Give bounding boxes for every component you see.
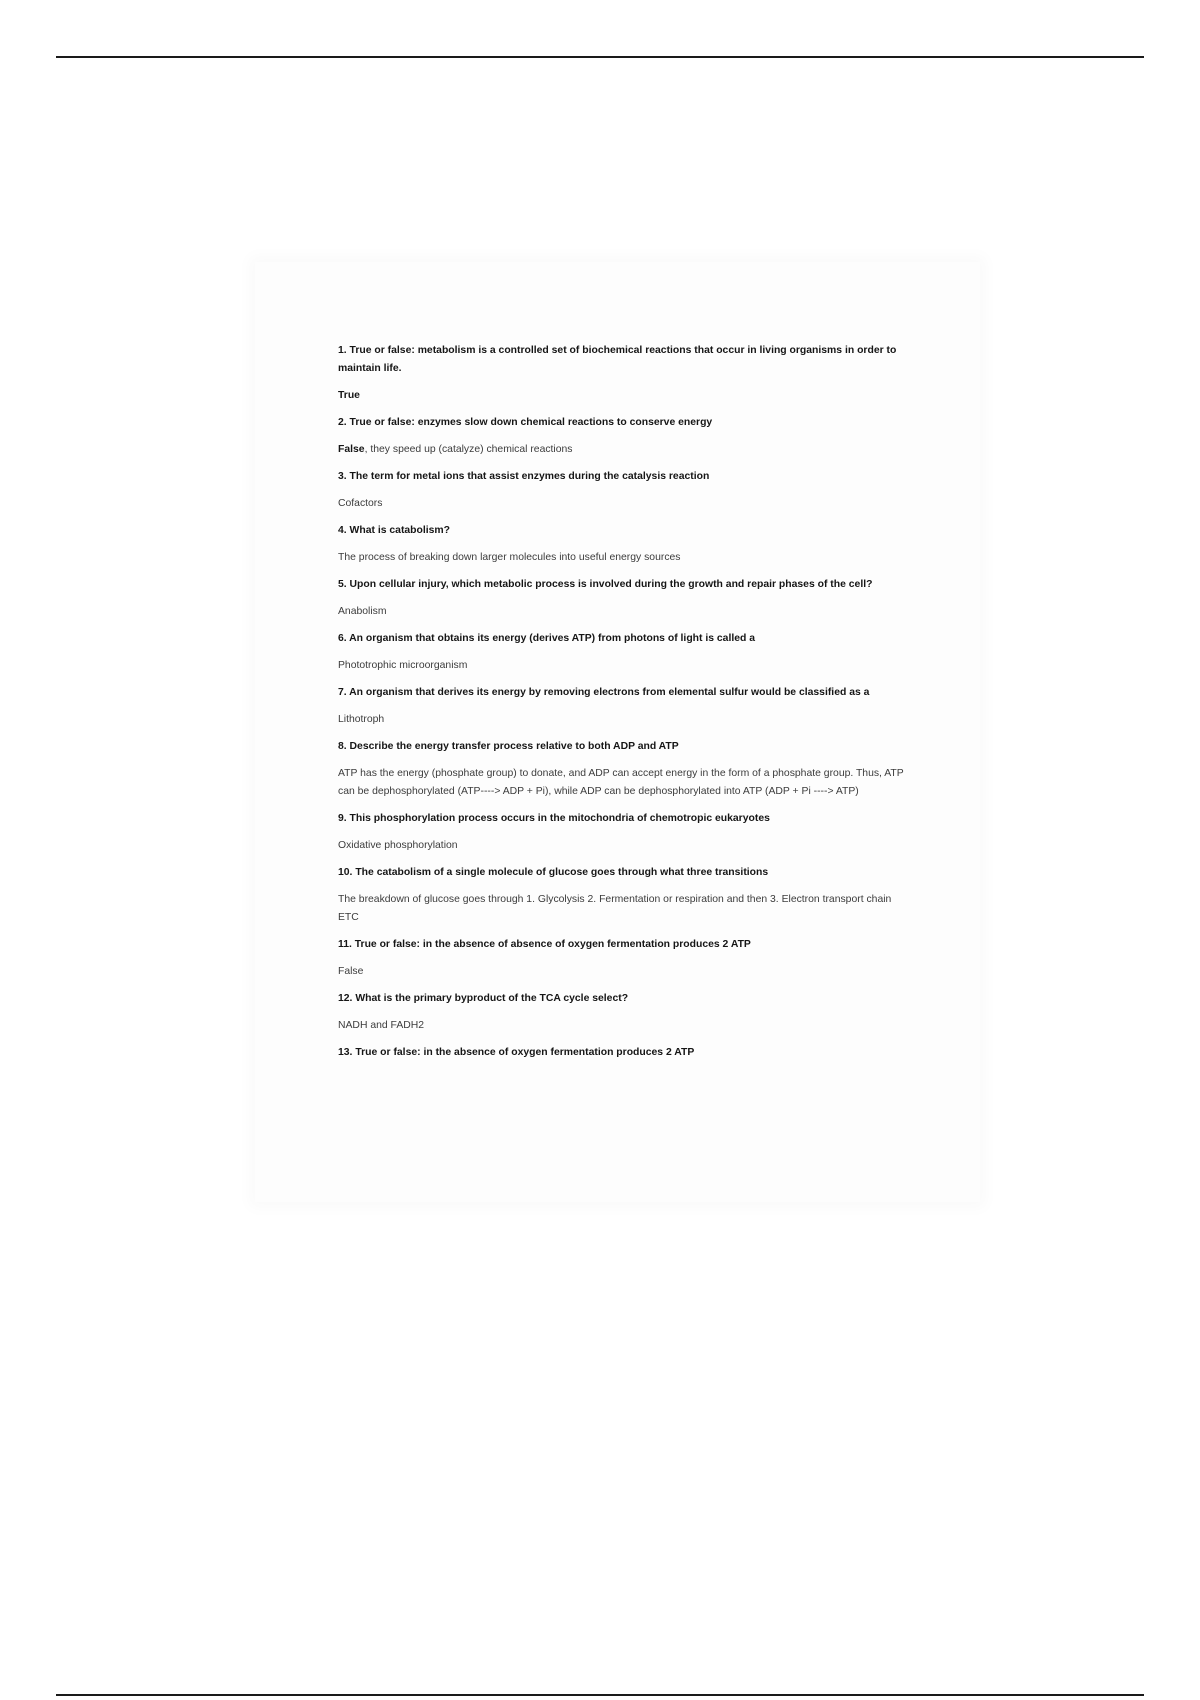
qa-item-11 (338, 936, 904, 981)
question-text: 9. This phosphorylation process occurs in the mitochondria of chemotropic eukaryotes (338, 813, 770, 824)
question-text: 2. True or false: enzymes slow down chemical reactions to conserve energy (338, 417, 713, 428)
answer-text: Phototrophic microorganism (338, 660, 468, 671)
answer-text: ATP has the energy (phosphate group) to donate, and ADP can accept energy in the form of a phosphate group. Thus, ATP can be dephosphorylated (ATP----> ADP + Pi), while ADP can be dephosphorylated into ATP (ADP + Pi ----> ATP) (338, 768, 904, 797)
question-text: 12. What is the primary byproduct of the TCA cycle select? (338, 993, 629, 1004)
qa-item-13 (338, 1044, 904, 1062)
qa-item-6 (338, 630, 904, 675)
answer-text: NADH and FADH2 (338, 1020, 425, 1031)
question-text: 3. The term for metal ions that assist enzymes during the catalysis reaction (338, 471, 710, 482)
answer-emphasis: True (338, 390, 360, 401)
qa-item-7 (338, 684, 904, 729)
answer-text: False (338, 966, 364, 977)
question-text: 10. The catabolism of a single molecule of glucose goes through what three transitions (338, 867, 769, 878)
question-text: 8. Describe the energy transfer process relative to both ADP and ATP (338, 741, 679, 752)
qa-item-2 (338, 414, 904, 459)
answer-text (338, 387, 904, 405)
answer-text: The breakdown of glucose goes through 1. Glycolysis 2. Fermentation or respiration and then 3. Electron transport chain ETC (338, 894, 892, 923)
answer-text: Lithotroph (338, 714, 385, 725)
answer-text: Cofactors (338, 498, 383, 509)
answer-text: Oxidative phosphorylation (338, 840, 458, 851)
question-text: 13. True or false: in the absence of oxygen fermentation produces 2 ATP (338, 1047, 695, 1058)
qa-item-8 (338, 738, 904, 801)
answer-text: The process of breaking down larger molecules into useful energy sources (338, 552, 681, 563)
qa-item-1 (338, 342, 904, 405)
qa-item-4 (338, 522, 904, 567)
qa-item-12 (338, 990, 904, 1035)
question-text: 1. True or false: metabolism is a controlled set of biochemical reactions that occur in living organisms in order to maintain life. (338, 345, 897, 374)
question-text: 6. An organism that obtains its energy (derives ATP) from photons of light is called a (338, 633, 756, 644)
question-list (338, 342, 904, 1071)
qa-item-9 (338, 810, 904, 855)
question-text: 4. What is catabolism? (338, 525, 451, 536)
answer-text: Anabolism (338, 606, 387, 617)
answer-text (338, 441, 904, 459)
qa-item-10 (338, 864, 904, 927)
answer-emphasis: False (338, 444, 365, 455)
footer-rule (56, 1694, 1144, 1696)
question-text: 5. Upon cellular injury, which metabolic process is involved during the growth and repair phases of the cell? (338, 579, 873, 590)
question-text: 7. An organism that derives its energy by removing electrons from elemental sulfur would be classified as a (338, 687, 870, 698)
header-rule (56, 56, 1144, 58)
answer-rest: , they speed up (catalyze) chemical reactions (364, 444, 573, 455)
qa-item-5 (338, 576, 904, 621)
question-text: 11. True or false: in the absence of absence of oxygen fermentation produces 2 ATP (338, 939, 751, 950)
qa-item-3 (338, 468, 904, 513)
